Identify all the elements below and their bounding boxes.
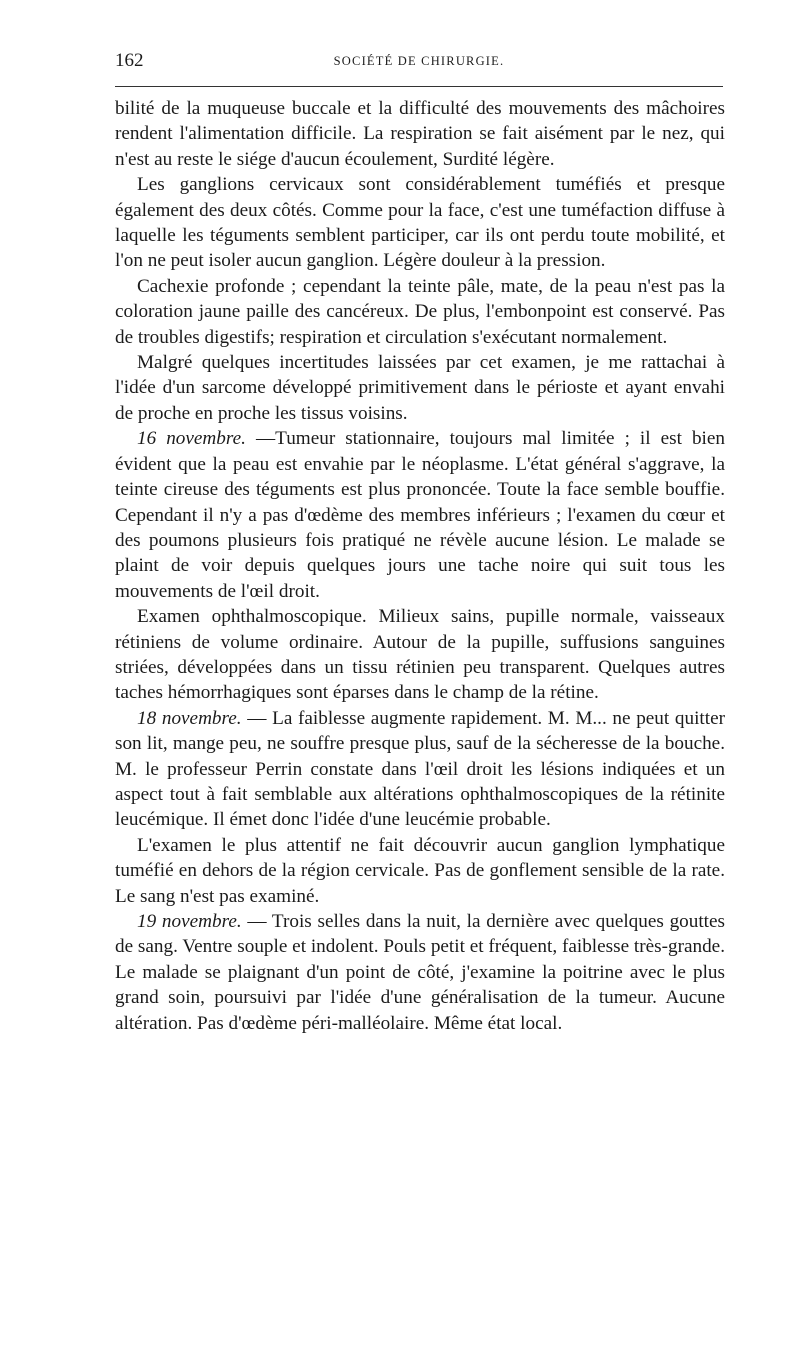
body-text: [115, 96, 725, 1036]
paragraph: [115, 96, 725, 172]
paragraph: [115, 426, 725, 604]
paragraph: [115, 350, 725, 426]
paragraph: [115, 706, 725, 833]
paragraph-text: Examen ophthalmoscopique. Milieux sains, pupille normale, vaisseaux rétiniens de volume ordinaire. Autour de la pupille, suffusions sanguines striées, développées dans un tissu rétinien peu transparent. Quelques autres taches hémorrhagiques sont éparses dans le champ de la rétine.: [115, 606, 725, 704]
paragraph-text: L'examen le plus attentif ne fait découvrir aucun ganglion lymphatique tuméfié en dehors de la région cervicale. Pas de gonflement sensible de la rate. Le sang n'est pas examiné.: [115, 834, 725, 907]
entry-date: 16 novembre.: [137, 428, 246, 450]
header-rule: [115, 86, 723, 87]
entry-date: 18 novembre.: [137, 707, 242, 729]
paragraph-text: Les ganglions cervicaux sont considérablement tuméfiés et presque également des deux côtés. Comme pour la face, c'est une tuméfaction diffuse à laquelle les téguments semblent participer, car ils ont perdu toute mobilité, et l'on ne peut isoler aucun ganglion. Légère douleur à la pression.: [115, 174, 725, 272]
journal-title: SOCIÉTÉ DE CHIRURGIE.: [333, 54, 505, 68]
paragraph-text: — La faiblesse augmente rapidement. M. M... ne peut quitter son lit, mange peu, ne souffre presque plus, sauf de la sécheresse de la bouche. M. le professeur Perrin constate dans l'œil droit les lésions indiquées et un aspect tout à fait semblable aux altérations ophthalmoscopiques de la rétinite leucémique. Il émet donc l'idée d'une leucémie probable.: [115, 707, 725, 831]
paragraph-text: Malgré quelques incertitudes laissées par cet examen, je me rattachai à l'idée d'un sarcome développé primitivement dans le périoste et ayant envahi de proche en proche les tissus voisins.: [115, 352, 725, 424]
paragraph: [115, 833, 725, 909]
paragraph: [115, 274, 725, 350]
paragraph-text: —Tumeur stationnaire, toujours mal limitée ; il est bien évident que la peau est envahie par le néoplasme. L'état général s'aggrave, la teinte cireuse des téguments est plus prononcée. Toute la face semble bouffie. Cependant il n'y a pas d'œdème des membres inférieurs ; l'examen du cœur et des poumons plusieurs fois pratiqué ne révèle aucune lésion. Le malade se plaint de voir depuis quelques jours une tache noire qui suit tous les mouvements de l'œil droit.: [115, 428, 725, 602]
running-head: [115, 48, 723, 78]
paragraph-text: — Trois selles dans la nuit, la dernière avec quelques gouttes de sang. Ventre souple et indolent. Pouls petit et fréquent, faiblesse très-grande. Le malade se plaignant d'un point de côté, j'examine la poitrine avec le plus grand soin, poursuivi par l'idée d'une généralisation de la tumeur. Aucune altération. Pas d'œdème péri-malléolaire. Même état local.: [115, 911, 725, 1034]
paragraph-text: bilité de la muqueuse buccale et la difficulté des mouvements des mâchoires rendent l'alimentation difficile. La respiration se fait aisément par le nez, qui n'est au reste le siége d'aucun écoulement, Surdité légère.: [115, 98, 725, 170]
paragraph: [115, 909, 725, 1036]
paragraph: [115, 604, 725, 706]
paragraph-text: Cachexie profonde ; cependant la teinte pâle, mate, de la peau n'est pas la coloration jaune paille des cancéreux. De plus, l'embonpoint est conservé. Pas de troubles digestifs; respiration et circulation s'exécutant normalement.: [115, 275, 725, 348]
page-number: 162: [115, 50, 144, 71]
entry-date: 19 novembre.: [137, 911, 242, 932]
paragraph: [115, 172, 725, 274]
